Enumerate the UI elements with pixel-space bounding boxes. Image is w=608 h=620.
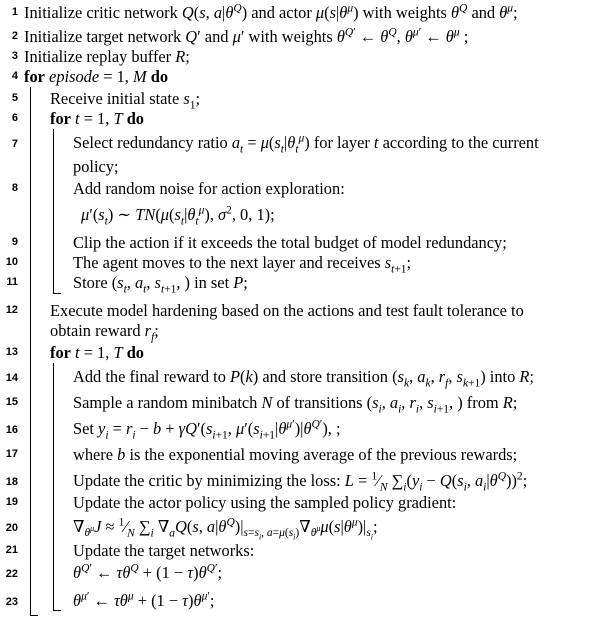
- algo-line: for t = 1, T do: [50, 343, 144, 362]
- algo-line: Sample a random minibatch N of transitions ($s_i$, $a_i$, $r_i$, $s_{i+1}$, ) from R;: [73, 393, 518, 416]
- line-number: 23: [5, 596, 18, 608]
- algorithm-plain-text: [0, 0, 1, 1]
- algo-line: Initialize target network Q′ and μ′ with weights $\theta^{Q'}$ ← $\theta^Q$, $\theta^{\mu'}$ ← $\theta^\mu$ ;: [24, 26, 469, 46]
- algo-line: Store ($s_t$, $a_t$, $s_{t+1}$, ) in set P;: [73, 273, 248, 296]
- line-number: 14: [5, 372, 18, 384]
- algo-line: for episode = 1, M do: [24, 67, 169, 86]
- line-number: 7: [11, 138, 18, 150]
- algo-line: policy;: [73, 157, 119, 176]
- line-number: 8: [11, 182, 18, 194]
- algo-equation: $\nabla_{\theta^\mu}J$ ≈ $^1⁄_N$ $\sum_i$ $\nabla_aQ(s$, $a|\theta^Q)|_{s=s_i, a=\mu(s_i)}\nabla_{\theta^\mu}\mu(s|\theta^\mu)|_{s_i}$;: [73, 516, 378, 542]
- algo-line: Update the actor policy using the sampled policy gradient:: [73, 493, 457, 512]
- algo-line: obtain reward $r_f$;: [50, 321, 159, 344]
- algo-line: Add the final reward to P(k) and store transition ($s_k$, $a_k$, $r_f$, $s_{k+1}$) into R;: [73, 367, 534, 390]
- algo-line: Set $y_i = r_i - b + \gamma Q'(s_{i+1}$, $\mu'(s_{i+1}|\theta^{\mu'})|\theta^{Q'}$), ;: [73, 418, 341, 442]
- line-number: 15: [5, 396, 18, 408]
- algo-equation: $\theta^{Q'}$ ← $\tau\theta^Q + (1 - \tau)\theta^{Q'}$;: [73, 562, 223, 582]
- algo-line: Update the target networks:: [73, 541, 255, 560]
- line-number: 4: [11, 70, 18, 82]
- algo-line: Update the critic by minimizing the loss: $L = ^1⁄_N$ $\sum_i(y_i - Q(s_i$, $a_i|\theta^Q))^2$;: [73, 470, 528, 494]
- scope-bar: [53, 293, 61, 294]
- line-number: 1: [11, 6, 18, 18]
- scope-bar: [53, 610, 61, 611]
- algo-line: Initialize replay buffer R;: [24, 47, 190, 66]
- line-number: 16: [5, 424, 18, 436]
- algo-line: Add random noise for action exploration:: [73, 179, 345, 198]
- scope-bar: [30, 87, 31, 615]
- line-number: 18: [5, 476, 18, 488]
- line-number: 11: [6, 276, 18, 288]
- line-number: 22: [5, 568, 18, 580]
- line-number: 10: [5, 256, 18, 268]
- line-number: 6: [11, 112, 18, 124]
- scope-bar: [53, 363, 54, 610]
- algo-line: Select redundancy ratio $a_t = \mu(s_t|\theta_t^\mu)$ for layer t according to the current: [73, 132, 539, 156]
- algo-line: Receive initial state $s_1$;: [50, 89, 201, 112]
- algo-line: Execute model hardening based on the actions and test fault tolerance to: [50, 301, 524, 320]
- algo-line: where b is the exponential moving average of the previous rewards;: [73, 445, 518, 464]
- line-number: 21: [5, 544, 18, 556]
- line-number: 17: [5, 448, 18, 460]
- scope-bar: [30, 615, 38, 616]
- line-number: 2: [11, 30, 18, 42]
- algo-equation: $\theta^{\mu'}$ ← $\tau\theta^\mu + (1 - \tau)\theta^{\mu'}$;: [73, 590, 215, 610]
- algo-line: The agent moves to the next layer and receives $s_{t+1}$;: [73, 253, 412, 276]
- algo-line: Clip the action if it exceeds the total budget of model redundancy;: [73, 233, 507, 252]
- line-number: 13: [5, 346, 18, 358]
- algo-line: Initialize critic network Q(s, $a|\theta^Q$) and actor $\mu(s|\theta^\mu)$ with weights $\theta^Q$ and $\theta^\mu$;: [24, 2, 518, 22]
- line-number: 20: [5, 522, 18, 534]
- line-number: 9: [11, 236, 18, 248]
- line-number: 3: [11, 50, 18, 62]
- line-number: 12: [5, 304, 18, 316]
- line-number: 5: [11, 92, 18, 104]
- scope-bar: [53, 129, 54, 293]
- algo-equation: $\mu'(s_t)$ ∼ $TN(\mu(s_t|\theta_t^\mu)$, $\sigma^2$, 0, 1);: [81, 204, 275, 228]
- line-number: 19: [5, 496, 18, 508]
- algo-line: for t = 1, T do: [50, 109, 144, 128]
